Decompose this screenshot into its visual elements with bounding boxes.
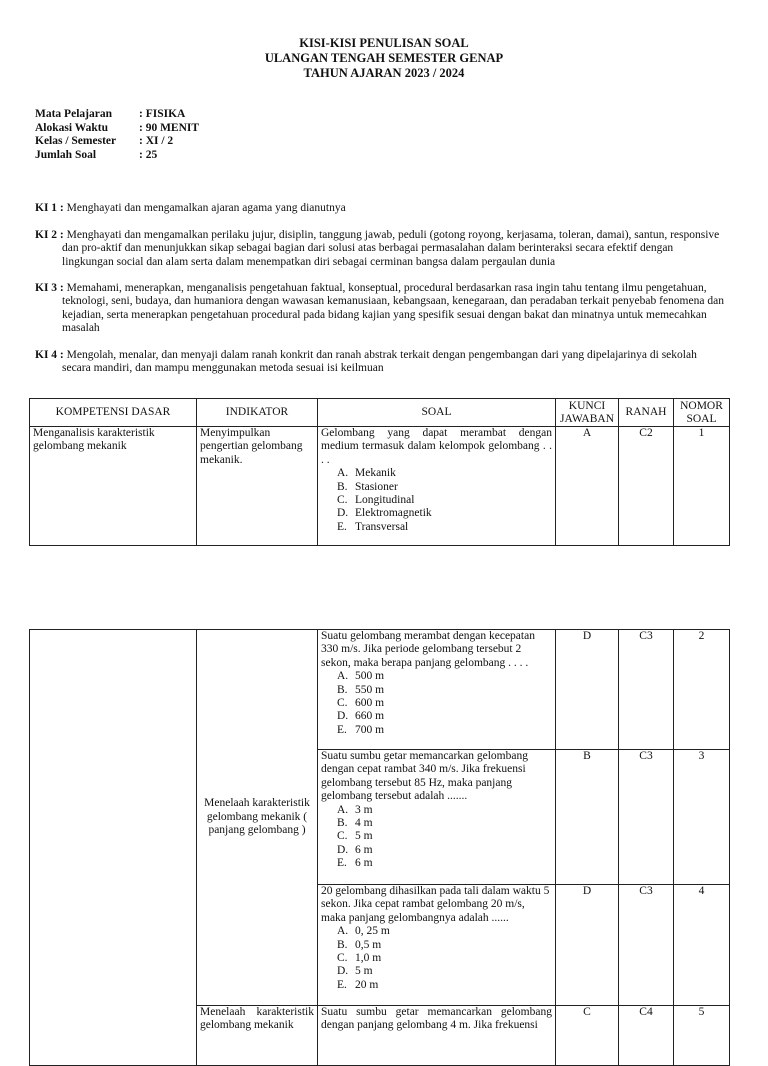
ki-label: KI 3 : — [35, 282, 64, 294]
option-letter: B. — [337, 938, 348, 951]
option-item — [337, 697, 552, 710]
ki-text: teknologi, seni, budaya, dan humaniora dengan wawasan kemanusiaan, kebangsaan, kenegaraan, dan peradaban terkait penyebab fenomena dan — [62, 295, 724, 308]
ki-4 — [35, 349, 731, 376]
kunci-cell: D — [556, 885, 619, 1006]
info-label: Alokasi Waktu — [35, 121, 108, 134]
option-text: 0, 25 m — [355, 925, 390, 938]
nomor-cell: 5 — [674, 1006, 730, 1066]
option-letter: C. — [337, 952, 348, 964]
question-text: 20 gelombang dihasilkan pada tali dalam waktu 5 sekon. Jika cepat rambat gelombang 20 m/s, maka panjang gelombangnya adalah ...... — [321, 885, 550, 924]
kd-cell-empty — [30, 630, 197, 1066]
header-kunci: KUNCI JAWABAN — [556, 399, 619, 427]
option-text: 5 m — [355, 965, 373, 978]
option-letter: A. — [337, 803, 349, 816]
question-text: Gelombang yang dapat merambat dengan medium termasuk dalam kelompok gelombang . . . . — [321, 427, 552, 466]
nomor-cell: 2 — [674, 630, 730, 750]
info-value: : FISIKA — [139, 108, 186, 120]
kunci-cell: C — [556, 1006, 619, 1066]
option-letter: B. — [337, 683, 348, 696]
question-text: Suatu gelombang merambat dengan kecepatan 330 m/s. Jika periode gelombang tersebut 2 sekon, maka berapa panjang gelombang . . . . — [321, 630, 535, 669]
option-item — [337, 684, 552, 697]
soal-cell — [318, 630, 556, 750]
option-item — [337, 724, 552, 737]
ranah-cell: C3 — [619, 750, 674, 885]
option-text: 550 m — [355, 683, 385, 696]
title-line-3: TAHUN AJARAN 2023 / 2024 — [303, 66, 465, 80]
ki-text: lingkungan social dan alam serta dalam menempatkan diri sebagai cerminan bangsa dalam pergaulan dunia — [62, 255, 556, 268]
ki-text: secara mandiri, dan mampu menggunakan metoda sesuai isi keilmuan — [62, 362, 384, 375]
title-line-1: KISI-KISI PENULISAN SOAL — [299, 36, 469, 50]
option-item — [337, 710, 552, 723]
option-item — [337, 507, 552, 520]
answer-options — [321, 804, 552, 871]
option-item — [337, 467, 552, 480]
option-text: Elektromagnetik — [355, 507, 432, 520]
ranah-cell: C2 — [619, 427, 674, 546]
ki-text: Menghayati dan mengamalkan perilaku jujur, disiplin, tanggung jawab, peduli (gotong royong, kerjasama, toleran, damai), santun, responsive — [66, 229, 720, 241]
option-letter: D. — [337, 843, 349, 856]
option-letter: B. — [337, 480, 348, 493]
question-text: Suatu sumbu getar memancarkan gelombang dengan cepat rambat 340 m/s. Jika frekuensi gelombang tersebut 85 Hz, maka panjang gelombang tersebut adalah ....... — [321, 750, 528, 803]
info-row-count — [35, 149, 199, 163]
soal-cell: Suatu sumbu getar memancarkan gelombang dengan panjang gelombang 4 m. Jika frekuensi — [318, 1006, 556, 1066]
table-row — [30, 427, 730, 546]
option-letter: C. — [337, 697, 348, 709]
option-item — [337, 939, 552, 952]
info-row-subject — [35, 108, 199, 122]
info-label: Mata Pelajaran — [35, 108, 112, 120]
ki-text: kejadian, serta menerapkan pengetahuan procedural pada bidang kajian yang spesifik sesuai dengan bakat dan minatnya untuk memecahkan — [62, 308, 707, 321]
ranah-cell: C3 — [619, 885, 674, 1006]
option-text: 20 m — [355, 978, 379, 991]
ki-label: KI 1 : — [35, 202, 64, 214]
option-text: 600 m — [355, 697, 385, 709]
grid-table-2 — [29, 629, 730, 1066]
indikator-cell: Menelaah karakteristik gelombang mekanik — [197, 1006, 318, 1066]
ki-3 — [35, 282, 731, 336]
option-text: Transversal — [355, 520, 409, 533]
table-header-row — [30, 399, 730, 427]
info-label: Jumlah Soal — [35, 148, 97, 161]
kunci-cell: A — [556, 427, 619, 546]
kunci-cell: D — [556, 630, 619, 750]
document-title — [0, 36, 768, 81]
info-label: Kelas / Semester — [35, 135, 117, 148]
header-indikator: INDIKATOR — [197, 399, 318, 427]
ki-label: KI 2 : — [35, 229, 64, 241]
ki-text: masalah — [62, 322, 100, 335]
ki-label: KI 4 : — [35, 349, 64, 361]
option-letter: E. — [337, 857, 347, 870]
header-nomor: NOMOR SOAL — [674, 399, 730, 427]
soal-cell — [318, 750, 556, 885]
header-ranah: RANAH — [619, 399, 674, 427]
header-soal: SOAL — [318, 399, 556, 427]
option-letter: E. — [337, 723, 347, 736]
option-item — [337, 925, 552, 938]
option-letter: D. — [337, 507, 349, 520]
option-letter: C. — [337, 494, 348, 506]
answer-options — [321, 925, 552, 992]
option-text: 500 m — [355, 670, 385, 683]
option-letter: B. — [337, 817, 348, 830]
option-item — [337, 670, 552, 683]
option-item — [337, 481, 552, 494]
info-value: : 90 MENIT — [139, 121, 200, 134]
option-item — [337, 494, 552, 507]
option-text: 1,0 m — [355, 952, 382, 964]
option-letter: D. — [337, 965, 349, 978]
option-item — [337, 952, 552, 965]
option-letter: E. — [337, 520, 347, 533]
indikator-cell: Menelaah karakteristik gelombang mekanik ( panjang gelombang ) — [197, 630, 318, 1006]
title-line-2: ULANGAN TENGAH SEMESTER GENAP — [264, 51, 504, 65]
ki-2 — [35, 229, 731, 269]
ki-text: Memahami, menerapkan, menganalisis pengetahuan faktual, konseptual, procedural berdasarkan rasa ingin tahu tentang ilmu pengetahuan, — [66, 282, 707, 294]
kunci-cell: B — [556, 750, 619, 885]
option-item — [337, 521, 552, 534]
subject-info — [35, 108, 199, 162]
option-text: 3 m — [355, 803, 373, 816]
option-text: 660 m — [355, 710, 385, 723]
option-item — [337, 830, 552, 843]
nomor-cell: 4 — [674, 885, 730, 1006]
option-item — [337, 804, 552, 817]
option-letter: A. — [337, 467, 349, 480]
option-letter: C. — [337, 830, 348, 843]
ki-text: Menghayati dan mengamalkan ajaran agama yang dianutnya — [66, 202, 346, 214]
answer-options — [321, 670, 552, 737]
option-letter: E. — [337, 978, 347, 991]
option-item — [337, 979, 552, 992]
soal-cell — [318, 885, 556, 1006]
nomor-cell: 1 — [674, 427, 730, 546]
info-row-class — [35, 135, 199, 149]
ki-text: dan pro-aktif dan menunjukkan sikap sebagai bagian dari solusi atas berbagai permasalahan dalam berinteraksi secara efektif dengan — [62, 242, 674, 255]
option-text: 6 m — [355, 857, 373, 870]
option-text: 4 m — [355, 817, 373, 830]
option-text: Longitudinal — [355, 494, 415, 506]
ranah-cell: C4 — [619, 1006, 674, 1066]
header-kd: KOMPETENSI DASAR — [30, 399, 197, 427]
option-item — [337, 857, 552, 870]
ki-1 — [35, 202, 731, 215]
option-letter: A. — [337, 925, 349, 938]
option-letter: A. — [337, 670, 349, 683]
option-text: 5 m — [355, 830, 373, 843]
nomor-cell: 3 — [674, 750, 730, 885]
info-row-time — [35, 122, 199, 136]
ranah-cell: C3 — [619, 630, 674, 750]
option-item — [337, 965, 552, 978]
option-text: Stasioner — [355, 480, 398, 493]
option-text: 0,5 m — [355, 938, 382, 951]
indikator-cell: Menyimpulkan pengertian gelombang mekanik. — [197, 427, 318, 546]
info-value: : 25 — [139, 148, 158, 161]
answer-options — [321, 467, 552, 534]
soal-cell — [318, 427, 556, 546]
option-text: 6 m — [355, 843, 373, 856]
option-letter: D. — [337, 710, 349, 723]
grid-table-1 — [29, 398, 730, 546]
option-text: 700 m — [355, 723, 385, 736]
option-item — [337, 817, 552, 830]
option-text: Mekanik — [355, 467, 396, 480]
kd-cell: Menganalisis karakteristik gelombang mekanik — [30, 427, 197, 546]
info-value: : XI / 2 — [139, 135, 174, 148]
ki-text: Mengolah, menalar, dan menyaji dalam ranah konkrit dan ranah abstrak terkait dengan pengembangan dari yang dipelajarinya di sekolah — [66, 349, 697, 361]
option-item — [337, 844, 552, 857]
table-row — [30, 630, 730, 750]
